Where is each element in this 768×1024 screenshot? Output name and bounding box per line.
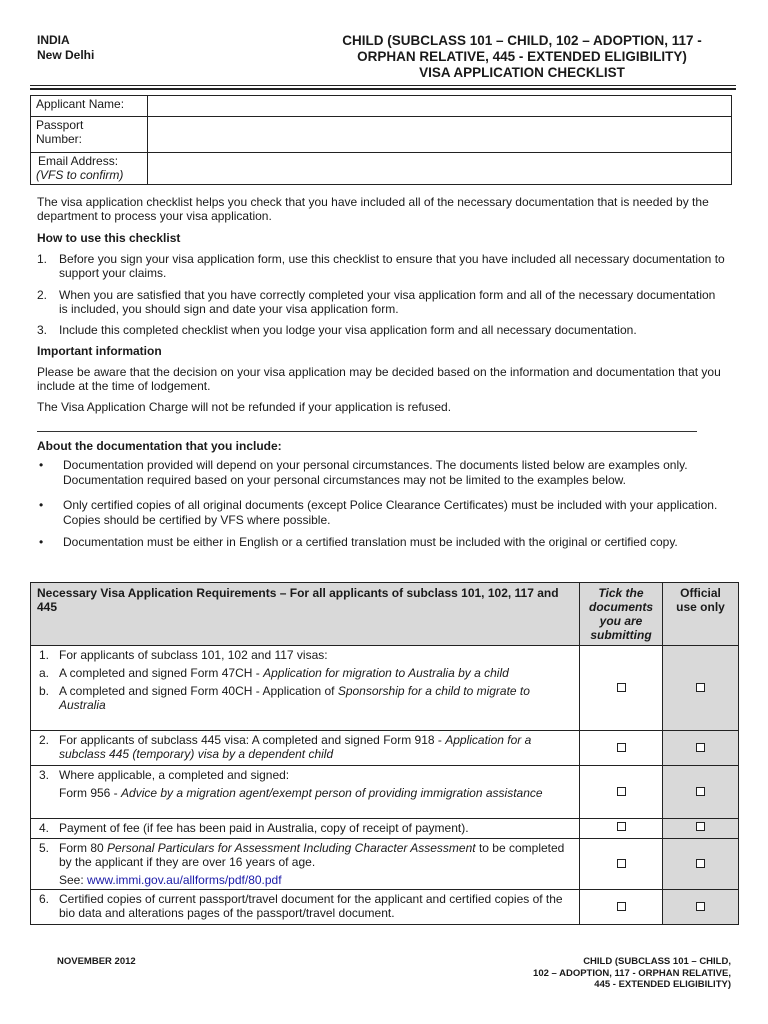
subitem-text: A completed and signed Form 47CH -	[59, 666, 264, 680]
official-checkbox[interactable]	[696, 683, 705, 692]
official-checkbox[interactable]	[696, 743, 705, 752]
step-text: Include this completed checklist when you lodge your visa application form and all necessary documentation.	[59, 323, 637, 337]
email-field[interactable]	[148, 153, 732, 185]
tick-checkbox[interactable]	[617, 683, 626, 692]
requirement-main-line	[39, 892, 573, 920]
passport-label-line-1: Passport	[36, 118, 84, 132]
tick-checkbox[interactable]	[617, 787, 626, 796]
tick-cell	[580, 819, 663, 839]
see-line	[59, 873, 573, 887]
tick-checkbox[interactable]	[617, 743, 626, 752]
subitem-label: b.	[39, 684, 50, 698]
step-number: 3.	[37, 323, 48, 337]
email-label	[31, 153, 148, 185]
bullet-icon: •	[39, 458, 44, 472]
form-italic: Advice by a migration agent/exempt person of providing immigration assistance	[121, 786, 543, 800]
requirement-description	[31, 731, 580, 766]
requirement-text: For applicants of subclass 445 visa: A completed and signed Form 918 -	[59, 733, 446, 747]
requirement-number: 2.	[39, 733, 50, 747]
requirement-italic: Personal Particulars for Assessment Including Character Assessment	[107, 841, 476, 855]
bullet-text: Documentation must be either in English or a certified translation must be included with the original or certified copy.	[63, 535, 678, 549]
documentation-bullet	[37, 535, 727, 550]
requirements-table	[30, 582, 739, 925]
header-divider-thick	[30, 88, 736, 90]
important-heading: Important information	[37, 344, 162, 358]
requirement-text: Where applicable, a completed and signed:	[59, 768, 290, 782]
email-note: (VFS to confirm)	[36, 168, 124, 182]
requirements-header-row	[31, 583, 739, 646]
official-cell	[663, 890, 739, 925]
subitem-italic: Sponsorship for a child to migrate to Australia	[59, 684, 530, 712]
requirement-main-line	[39, 733, 573, 761]
requirement-text: Certified copies of current passport/travel document for the applicant and certified copies of the bio data and alterations pages of the passport/travel document.	[59, 892, 563, 920]
passport-label-line-2: Number:	[36, 132, 83, 146]
official-cell	[663, 819, 739, 839]
step-text: Before you sign your visa application form, use this checklist to ensure that you have included all necessary documentation to support your claims.	[59, 252, 725, 280]
requirement-main-line	[39, 648, 573, 662]
requirement-row	[31, 839, 739, 890]
bullet-icon: •	[39, 535, 44, 549]
subitem-label: a.	[39, 666, 50, 680]
step-text: When you are satisfied that you have correctly completed your visa application form and all of the necessary documentation is included, you should sign and date your visa application form.	[59, 288, 716, 316]
bullet-text: Documentation provided will depend on your personal circumstances. The documents listed below are examples only. Documentation required based on your personal circumstances may not be limited to the examples below.	[63, 458, 688, 487]
footer-title-line-1: CHILD (SUBCLASS 101 – CHILD,	[583, 956, 731, 967]
intro-paragraph: The visa application checklist helps you check that you have included all of the necessary documentation that is needed by the department to process your visa application.	[37, 195, 709, 223]
requirement-main-line	[39, 821, 573, 835]
passport-number-label	[31, 117, 148, 153]
requirement-description	[31, 646, 580, 731]
requirement-main-line	[39, 841, 573, 869]
requirement-text: For applicants of subclass 101, 102 and 117 visas:	[59, 648, 328, 662]
requirement-description	[31, 890, 580, 925]
subitem-text: A completed and signed Form 40CH - Application of	[59, 684, 338, 698]
see-label: See:	[59, 873, 88, 887]
official-checkbox[interactable]	[696, 787, 705, 796]
requirement-description	[31, 839, 580, 890]
step-number: 1.	[37, 252, 48, 266]
form-text: Form 956 -	[59, 786, 122, 800]
official-checkbox[interactable]	[696, 859, 705, 868]
requirement-row	[31, 890, 739, 925]
form-80-link[interactable]: www.immi.gov.au/allforms/pdf/80.pdf	[87, 873, 282, 887]
tick-cell	[580, 890, 663, 925]
passport-number-field[interactable]	[148, 117, 732, 153]
important-paragraph-2: The Visa Application Charge will not be refunded if your application is refused.	[37, 400, 452, 414]
official-cell	[663, 839, 739, 890]
applicant-name-row	[31, 96, 732, 117]
requirement-number: 4.	[39, 821, 50, 835]
requirement-form-line	[59, 786, 573, 800]
footer-date: NOVEMBER 2012	[57, 956, 136, 967]
step-item	[37, 323, 727, 337]
documentation-bullet	[37, 498, 727, 528]
requirement-subitem-b	[39, 684, 573, 712]
requirement-row	[31, 819, 739, 839]
tick-checkbox[interactable]	[617, 859, 626, 868]
requirement-text-end: to be completed by the applicant if they are over 16 years of age.	[59, 841, 565, 869]
bullet-icon: •	[39, 498, 44, 512]
important-paragraph-1: Please be aware that the decision on your visa application may be decided based on the information and documentation that you include at the time of lodgement.	[37, 365, 721, 393]
official-checkbox[interactable]	[696, 822, 705, 831]
country: INDIA	[37, 33, 70, 47]
title-line-2: ORPHAN RELATIVE, 445 - EXTENDED ELIGIBILITY)	[357, 49, 687, 64]
requirement-description	[31, 766, 580, 819]
step-item	[37, 288, 727, 316]
how-to-heading: How to use this checklist	[37, 231, 181, 245]
tick-cell	[580, 731, 663, 766]
location-block	[37, 33, 94, 63]
official-cell	[663, 766, 739, 819]
bullet-text: Only certified copies of all original documents (except Police Clearance Certificates) must be included with your application. Copies should be certified by VFS where possible.	[63, 498, 718, 527]
requirement-number: 5.	[39, 841, 50, 855]
subitem-italic: Application for migration to Australia by a child	[263, 666, 509, 680]
tick-checkbox[interactable]	[617, 822, 626, 831]
applicant-details-table	[30, 95, 732, 185]
tick-cell	[580, 839, 663, 890]
applicant-name-field[interactable]	[148, 96, 732, 117]
applicant-name-label: Applicant Name:	[31, 96, 148, 117]
tick-checkbox[interactable]	[617, 902, 626, 911]
requirement-row	[31, 646, 739, 731]
requirement-number: 6.	[39, 892, 50, 906]
header-divider	[30, 85, 736, 86]
requirement-text-start: Form 80	[59, 841, 108, 855]
step-number: 2.	[37, 288, 48, 302]
step-item	[37, 252, 727, 280]
title-line-1: CHILD (SUBCLASS 101 – CHILD, 102 – ADOPTION, 117 -	[342, 33, 702, 48]
official-cell	[663, 646, 739, 731]
footer-title-line-3: 445 - EXTENDED ELIGIBILITY)	[594, 979, 731, 990]
requirement-text: Payment of fee (if fee has been paid in Australia, copy of receipt of payment).	[59, 821, 469, 835]
section-divider	[37, 431, 697, 432]
official-cell	[663, 731, 739, 766]
requirement-row	[31, 731, 739, 766]
title-line-3: VISA APPLICATION CHECKLIST	[419, 65, 625, 80]
requirement-row	[31, 766, 739, 819]
documentation-heading: About the documentation that you include:	[37, 439, 282, 453]
tick-cell	[580, 646, 663, 731]
email-label-text: Email Address:	[38, 154, 119, 168]
requirement-number: 3.	[39, 768, 50, 782]
document-title	[312, 33, 732, 81]
tick-cell	[580, 766, 663, 819]
requirement-subitem-a	[39, 666, 573, 680]
passport-number-row	[31, 117, 732, 153]
requirement-number: 1.	[39, 648, 50, 662]
requirement-description	[31, 819, 580, 839]
email-row	[31, 153, 732, 185]
requirement-main-line	[39, 768, 573, 782]
footer-title-line-2: 102 – ADOPTION, 117 - ORPHAN RELATIVE,	[533, 967, 731, 979]
tick-column-header: Tick the documents you are submitting	[580, 583, 663, 646]
city: New Delhi	[37, 48, 95, 62]
official-use-header: Official use only	[663, 583, 739, 646]
footer-title	[470, 956, 731, 991]
documentation-bullet	[37, 458, 727, 488]
requirements-header: Necessary Visa Application Requirements – For all applicants of subclass 101, 102, 117 and 445	[31, 583, 580, 646]
official-checkbox[interactable]	[696, 902, 705, 911]
requirement-italic: Application for a subclass 445 (temporary) visa by a dependent child	[59, 733, 532, 761]
